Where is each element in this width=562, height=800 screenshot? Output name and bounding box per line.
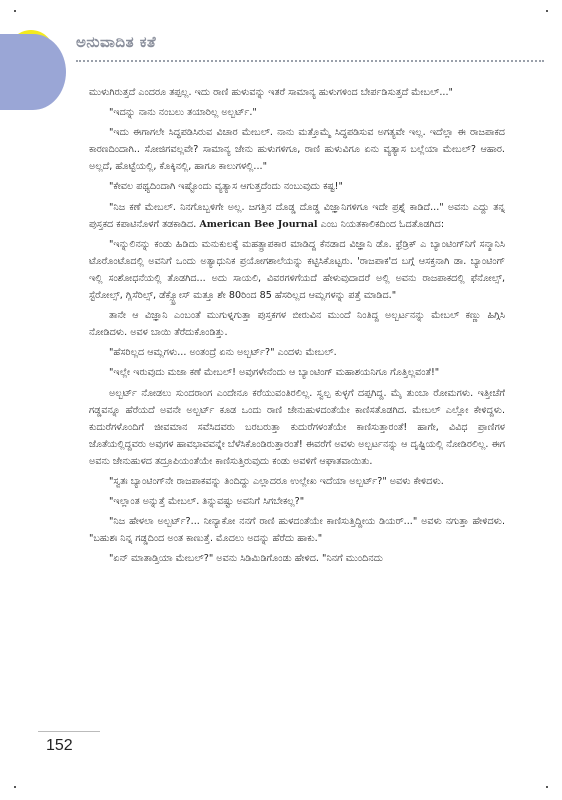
paragraph: "ಏನ್ ಮಾತಾಡ್ತಿಯಾ ಮೇಬಲ್?" ಅವನು ಸಿಡಿಮಿಡಿಗೊಂಡು ಹೇಳಿದ. "ನಿನಗೆ ಮುಂದಿನದು [109, 553, 383, 565]
paragraph: "ಹೆಸರಿಲ್ಲದ ಆಮ್ಲಗಳು... ಅಂತಂದ್ರೆ ಏನು ಅಲ್ಬರ್ಟ್?" ಎಂದಳು ಮೇಬಲ್. [109, 347, 337, 359]
paragraph: "ಇನ್ನುಲಿನನ್ನು ಕಂಡು ಹಿಡಿದು ಮನುಕುಲಕ್ಕೆ ಮಹತ್ಪ್ರಾಪಕಾರ ಮಾಡಿದ್ದ ಕೆನಡಾದ ವಿಜ್ಞಾನಿ ಡೊ. ಫ್ರೆಡ್ರಿಕ್ ಎ ಬ್ಯಾಂಟಿಂಗ್‌ನಿಗೆ ಸನ್ಮಾನಿಸಿ ಟೊರೊಂಟೊದಲ್ಲಿ ಅವನಿಗೆ ಒಂದು ಅತ್ಯಾಧುನಿಕ ಪ್ರಯೋಗಶಾಲೆಯನ್ನು ಕಟ್ಟಿಸಿಕೊಟ್ಟರು. 'ರಾಜಪಾಕ'ದ ಬಗ್ಗೆ ಆಸಕ್ತನಾಗಿ ಡಾ. ಬ್ಯಾಂಟಿಂಗ್ ಇಲ್ಲಿ ಸಂಶೋಧನೆಯಲ್ಲಿ ತೊಡಗಿದ... ಅದು ಸಾಯಲಿ, ವಿವರಗಳಿಗೆಯದೆ ಹೇಳುವುದಾದರೆ ಅಲ್ಲಿ ಅವನು ರಾಜಪಾಕದಲ್ಲಿ ಫೆನೋಲ್ಸ್, ಸ್ಟೆರೋಲ್ಸ್, ಗ್ಲಿಸೆರಿಲ್ಸ್, ಡೆಕ್ಸ್ಟ್ರೋಸ್ ಮತ್ತೂ ಶೇ 80ರಿಂದ 85 ಹೆಸರಿಲ್ಲದ ಆಮ್ಲಗಳನ್ನು ಪತ್ತೆ ಮಾಡಿದ." [89, 238, 505, 302]
page-number: 152 [46, 737, 73, 754]
paragraph: "ಇದನ್ನು ನಾನು ನಂಬಲು ತಯಾರಿಲ್ಲ ಅಲ್ಬರ್ಟ್." [109, 107, 257, 119]
paragraph: "ಇಲ್ಲಾಂತ ಅನ್ನುತ್ತೆ ಮೇಬಲ್. ತಿನ್ನುವಷ್ಟು ಅವನಿಗೆ ಸಿಗಬೇಕಲ್ಲ?" [109, 496, 305, 508]
crop-mark [14, 786, 16, 788]
paragraph: ಮುಳುಗಿರುತ್ತದೆ ಎಂದರೂ ತಪ್ಪಲ್ಲ. ಇದು ರಾಣಿ ಹುಳುವನ್ನು ಇತರೆ ಸಾಮಾನ್ಯ ಹುಳುಗಳಿಂದ ಬೇರ್ಪಡಿಸುತ್ತದೆ ಮೇಬಲ್..." [89, 87, 453, 98]
blue-circle-decoration [0, 34, 66, 110]
paragraph: "ಸ್ವತಃ ಬ್ಯಾಂಟಿಂಗ್‌ನೇ ರಾಜಪಾಕವನ್ನು ತಿಂದಿದ್ದು ಎಲ್ಲಾದರೂ ಉಲ್ಲೇಖ ಇದೆಯಾ ಅಲ್ಬರ್ಟ್?" ಅವಳು ಕೇಳಿದಳು. [109, 475, 444, 487]
paragraph: "ನಿಜ ಹೇಳಲಾ ಅಲ್ಬರ್ಟ್?... ನೀನ್ಯಾಕೋ ನನಗೆ ರಾಣಿ ಹುಳದಂತೆಯೇ ಕಾಣಿಸುತ್ತಿದ್ದೀಯ ಡಿಯರ್..." ಅವಳು ನಗುತ್ತಾ ಹೇಳಿದಳು. "ಬಹುಶಃ ನಿನ್ನ ಗಡ್ಡದಿಂದ ಅಂತ ಕಾಣುತ್ತೆ. ಮೊದಲು ಅದನ್ನು ಹೆರೆದು ಹಾಕು." [89, 516, 505, 545]
section-title: ಅನುವಾದಿತ ಕತೆ [76, 33, 157, 51]
crop-mark [546, 10, 548, 12]
paragraph-journal [89, 199, 505, 233]
paragraph-text: ಎಂಬ ನಿಯತಕಾಲಿಕದಿಂದ ಓದತೊಡಗಿದ: [317, 218, 445, 230]
paragraph: "ಇಲ್ಲೇ ಇರುವುದು ಮಜಾ ಕಣೆ ಮೇಬಲ್! ಅವುಗಳೇನೆಂದು ಆ ಬ್ಯಾಂಟಿಂಗ್ ಮಹಾಶಯನಿಗೂ ಗೊತ್ತಿಲ್ಲವಂತೆ!" [109, 367, 440, 379]
paragraph-text: "ನಿಜ ಕಣೆ ಮೇಬಲ್. ನಿನಗೊಬ್ಬಳಿಗೇ ಅಲ್ಲ. ಜಗತ್ತಿನ ದೊಡ್ಡ ದೊಡ್ಡ ವಿಜ್ಞಾನಿಗಳಿಗೂ ಇದೇ ಪ್ರಶ್ನೆ ಕಾಡಿದೆ..." ಅವನು ಎದ್ದು ತನ್ನ ಪುಸ್ತಕದ ಕಪಾಟಿನೊಳಗೆ ತಡಕಾಡಿದ. [89, 201, 505, 230]
header-divider [76, 60, 544, 62]
paragraph: ಅಲ್ಬರ್ಟ್ ನೋಡಲು ಸುಂದರಾಂಗ ಎಂದೇನೂ ಕರೆಯುವಂತಿರಲಿಲ್ಲ. ಸ್ವಲ್ಪ ಕುಳ್ಳಗೆ ದಪ್ಪಗಿದ್ದ. ಮೈ ತುಂಬಾ ರೋಮಗಳು. ಇತ್ತೀಚೆಗೆ ಗಡ್ಡವನ್ನೂ ಹೆರೆಯದೆ ಅವನೇ ಅಲ್ಬರ್ಟ್ ಕೂಡ ಒಂದು ರಾಣಿ ಜೇನುಹುಳದಂತೆಯೇ ಕಾಣಿಸತೊಡಗಿದ. ಮೇಬಲ್ ಎಲ್ಲೋ ಕೇಳಿದ್ದಳು. ಕುದುರೆಗಳೊಂದಿಗೆ ಜೀವಮಾನ ಸವೆಸಿದವರು ಬರಬರುತ್ತಾ ಕುದುರೆಗಳಂತೆಯೇ ಕಾಣಿಸುತ್ತಾರಂತೆ! ಹಾಗೇ, ವಿವಿಧ ಪ್ರಾಣಿಗಳ ಜೊತೆಯಲ್ಲಿದ್ದವರು ಅವುಗಳ ಹಾವಭಾವವನ್ನೇ ಬೆಳೆಸಿಕೊಂಡಿರುತ್ತಾರಂತೆ! ಈವರೆಗೆ ಅವಳು ಅಲ್ಬರ್ಟನನ್ನು ಆ ದೃಷ್ಟಿಯಲ್ಲಿ ನೋಡಿರಲಿಲ್ಲ. ಈಗ ಅವನು ಜೇನುಹುಳದ ತದ್ರೂಪಿಯಂತೆಯೇ ಕಾಣಿಸುತ್ತಿರುವುದು ಕಂಡು ಅವಳಿಗೆ ಆಘಾತವಾಯಿತು. [89, 387, 505, 467]
footer-divider [38, 731, 100, 732]
journal-name: American Bee Journal [199, 218, 318, 230]
article-body [89, 84, 505, 570]
paragraph: "ಇದು ಈಗಾಗಲೇ ಸಿದ್ಧಪಡಿಸಿರುವ ವಿಚಾರ ಮೇಬಲ್. ನಾನು ಮತ್ತೊಮ್ಮೆ ಸಿದ್ಧಪಡಿಸುವ ಅಗತ್ಯವೇ ಇಲ್ಲ. ಇದೆಲ್ಲಾ ಈ ರಾಜಪಾಕದ ಕಾರಣದಿಂದಾಗಿ.. ಸೋಜಿಗವಲ್ಲವೇ? ಸಾಮಾನ್ಯ ಜೇನು ಹುಳುಗಳಿಗೂ, ರಾಣಿ ಹುಳುವಿಗೂ ಏನು ವ್ಯತ್ಯಾಸ ಬಲ್ಲೆಯಾ ಮೇಬಲ್? ಆಹಾರ. ಅಲ್ಲದೆ, ಹೊಟ್ಟೆಯಲ್ಲಿ, ಕೊಕ್ಕಿನಲ್ಲಿ, ಹಾಗೂ ಕಾಲುಗಳಲ್ಲಿ..." [89, 127, 505, 173]
paragraph: ತಾನೇ ಆ ವಿಜ್ಞಾನಿ ಎಂಬಂತೆ ಮುಗುಳ್ನಗುತ್ತಾ ಪುಸ್ತಕಗಳ ಬೀರುವಿನ ಮುಂದೆ ನಿಂತಿದ್ದ ಅಲ್ಬರ್ಟನನ್ನು ಮೇಬಲ್ ಕಣ್ಣು ಹಿಗ್ಗಿಸಿ ನೋಡಿದಳು. ಅವಳ ಬಾಯಿ ತೆರೆದುಕೊಂಡಿತ್ತು. [89, 310, 505, 339]
crop-mark [546, 786, 548, 788]
paragraph: "ಕೇವಲ ಪಥ್ಯದಿಂದಾಗಿ ಇಷ್ಟೊಂದು ವ್ಯತ್ಯಾಸ ಆಗುತ್ತದೆಂದು ನಂಬುವುದು ಕಷ್ಟ!" [109, 181, 343, 193]
crop-mark [14, 10, 16, 12]
